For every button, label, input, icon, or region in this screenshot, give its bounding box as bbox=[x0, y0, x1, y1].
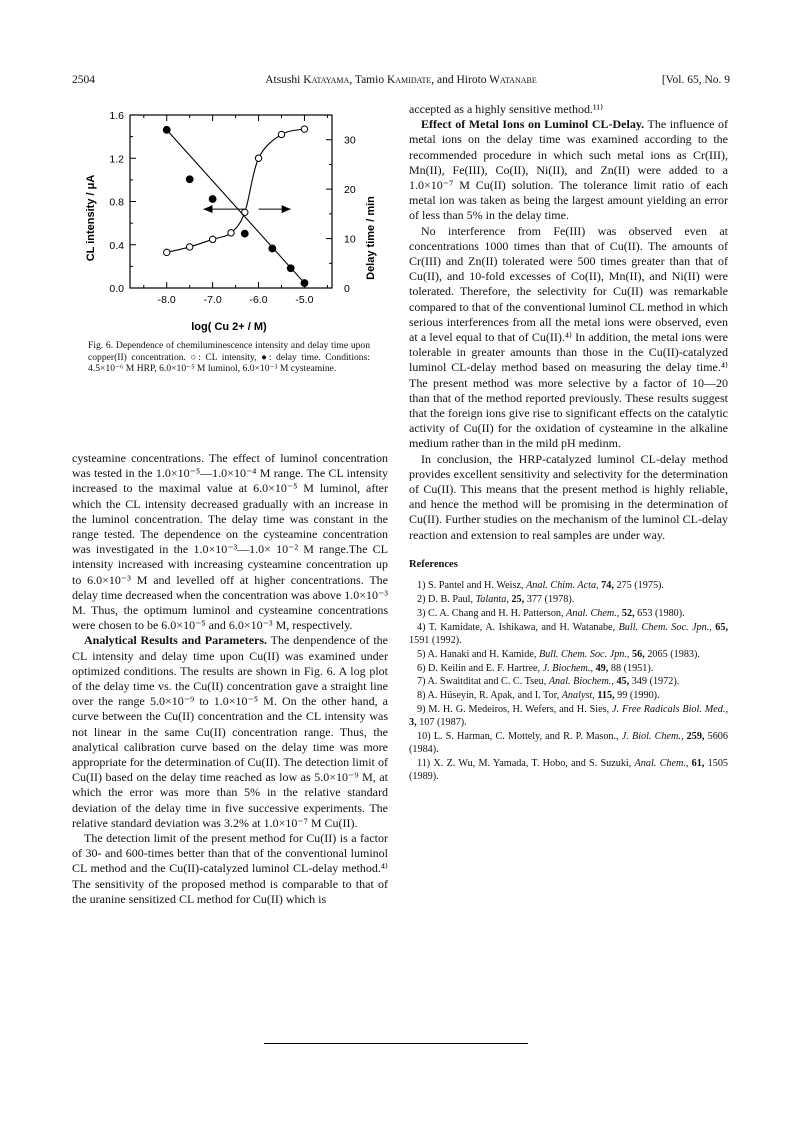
cl-intensity-point bbox=[255, 155, 261, 161]
end-rule bbox=[264, 1043, 528, 1044]
caption-text: Dependence of chemiluminescence intensity and delay time upon copper(II) concentration. ○: CL intensity, ●: delay time. Conditions: 4.5×10⁻⁶ M HRP, 6.0×10⁻⁵ M luminol, 6.0×10⁻³ M cysteamine. bbox=[88, 340, 371, 375]
paragraph-analytical-body: The denpendence of the CL intensity and delay time upon Cu(II) was examined under optimized conditions. The results are shown in Fig. 6. A log plot of the delay time vs. the Cu(II) concentration gave a straight line over the range 5.0×10⁻⁹ to 1.0×10⁻⁵ M. On the other hand, a curve between the Cu(II) concentration and the CL intensity was not linear in the same Cu(II) concentration range. Thus, the analytical calibration curve based on the delay time was more appropriate for the determination of Cu(II). The detection limit of Cu(II) based on the delay time reached as low as 5.0×10⁻⁹ M, at which the error was more than 5% in the relative standard deviation of the delay time in five successive experiments. The relative standard deviation was 3.2% at 1.0×10⁻⁷ M Cu(II). bbox=[72, 633, 388, 830]
running-header bbox=[72, 74, 730, 90]
arrow-left-head-icon bbox=[203, 205, 212, 213]
volume-info: [Vol. 65, No. 9 bbox=[661, 74, 730, 86]
reference-item: 5) A. Hanaki and H. Kamide, Bull. Chem. Soc. Jpn., 56, 2065 (1983). bbox=[417, 648, 700, 660]
reference-item: 9) M. H. G. Medeiros, H. Wefers, and H. Sies, J. Free Radicals Biol. Med., 3, 107 (1987). bbox=[409, 704, 728, 729]
left-column bbox=[72, 451, 388, 907]
reference-item: 7) A. Swaitditat and C. C. Tseu, Anal. Biochem., 45, 349 (1972). bbox=[417, 676, 680, 688]
paragraph-metal-ions-body: The influence of metal ions on the delay time was examined according to the recommended procedure in which such metal ions as Cr(III), Mn(II), Fe(III), Co(II), Ni(II), and Zn(II) were added to a 1.0×10⁻⁷ M Cu(II) solution. The tolerance limit ratio of each metal ion was taken as being the largest amount yielding an error of less than 5% in the delay time. bbox=[409, 117, 729, 223]
delay-time-point bbox=[163, 126, 170, 133]
y-right-tick-label: 0 bbox=[344, 283, 350, 295]
y-right-tick-label: 30 bbox=[344, 134, 356, 147]
paragraph-interference: No interference from Fe(III) was observed even at concentrations 1000 times than that of Cu(II). The amounts of Cr(III) and Zn(II) tolerated were 500 times greater than that of Cu(II), and 10-fold excesses of Co(II), Mn(II), and Ni(II) were tolerated. Therefore, the selectivity for Cu(II) was remarkable compared to that of the conventional luminol CL method in which serious interferences from all the metal ions were observed, even at a level equal to that of Cu(II).⁴⁾ In addition, the metal ions were tolerable in greater amounts than those in the Cu(II)-catalyzed luminol CL-delay method based on measuring the delay time.⁴⁾ The present method was more selective by a factor of 10—20 than that of the method reported previously. These results suggest that the foreign ions give rise to significant effects on the catalytic activity of Cu(II) for the oxidation of cysteamine in the alkaline medium rather than in the mild pH medinm. bbox=[409, 223, 728, 451]
reference-item: 6) D. Keilin and E. F. Hartree, J. Biochem., 49, 88 (1951). bbox=[417, 662, 654, 674]
delay-time-point bbox=[186, 176, 193, 183]
reference-item: 11) X. Z. Wu, M. Yamada, T. Hobo, and S. Suzuki, Anal. Chem., 61, 1505 (1989). bbox=[409, 757, 729, 782]
cl-intensity-point bbox=[164, 249, 170, 255]
section-heading-analytical: Analytical Results and Parameters. bbox=[84, 633, 268, 648]
x-tick-label: -7.0 bbox=[203, 294, 222, 306]
cl-intensity-curve bbox=[167, 129, 305, 252]
y-left-tick-label: 0.4 bbox=[109, 239, 124, 252]
cl-intensity-point bbox=[278, 131, 284, 137]
author-line: Atsushi Katayama, Tamio Kamidate, and Hiroto Watanabe bbox=[265, 74, 537, 86]
references-list bbox=[409, 580, 728, 784]
cl-intensity-point bbox=[301, 126, 307, 132]
paragraph-continuation: accepted as a highly sensitive method.¹¹⁾ bbox=[409, 102, 604, 116]
delay-time-point bbox=[269, 245, 276, 252]
reference-item: 1) S. Pantel and H. Weisz, Anal. Chim. Acta, 74, 275 (1975). bbox=[417, 580, 664, 592]
reference-item: 8) A. Hüseyin, R. Apak, and I. Tor, Analyst, 115, 99 (1990). bbox=[417, 690, 660, 702]
figure-caption bbox=[88, 340, 370, 375]
y-left-tick-label: 1.2 bbox=[109, 153, 124, 166]
cl-intensity-point bbox=[209, 236, 215, 242]
reference-item: 10) L. S. Harman, C. Mottely, and R. P. Mason., J. Biol. Chem., 259, 5606 (1984). bbox=[409, 731, 728, 755]
reference-item: 3) C. A. Chang and H. H. Patterson, Anal. Chem., 52, 653 (1980). bbox=[417, 607, 685, 619]
y-left-tick-label: 0.0 bbox=[109, 283, 124, 295]
reference-item: 2) D. B. Paul, Talanta, 25, 377 (1978). bbox=[417, 594, 575, 605]
x-axis-label: log( Cu 2+ / M) bbox=[191, 321, 267, 333]
y-right-tick-label: 10 bbox=[344, 233, 356, 246]
delay-time-point bbox=[301, 280, 308, 287]
y-left-axis-label: CL intensity / μA bbox=[85, 174, 97, 262]
reference-item: 4) T. Kamidate, A. Ishikawa, and H. Watanabe, Bull. Chem. Soc. Jpn., 65, 1591 (1992). bbox=[409, 621, 728, 646]
paragraph-metal-ions bbox=[409, 117, 728, 223]
paragraph-conclusion: In conclusion, the HRP-catalyzed luminol CL-delay method provides excellent sensitivity and selectivity for the determination of Cu(II). This means that the present method is highly reliable, and hence the method will be promising in the determination of Cu(II). Further studies on the mechanism of the luminol CL-delay reaction and extension to real samples are under way. bbox=[409, 451, 728, 542]
caption-label: Fig. 6. bbox=[88, 340, 114, 351]
section-heading-metal-ions: Effect of Metal Ions on Luminol CL-Delay. bbox=[421, 117, 645, 132]
right-column bbox=[409, 102, 728, 785]
fig6-chart bbox=[72, 100, 402, 340]
x-tick-label: -8.0 bbox=[157, 294, 176, 306]
x-tick-label: -5.0 bbox=[295, 294, 314, 306]
figure-6 bbox=[72, 100, 402, 340]
paragraph-analytical-results bbox=[72, 633, 388, 831]
y-right-tick-label: 20 bbox=[344, 184, 356, 197]
cl-intensity-point bbox=[228, 230, 234, 236]
x-tick-label: -6.0 bbox=[249, 294, 268, 306]
y-left-tick-label: 1.6 bbox=[109, 110, 124, 122]
y-left-tick-label: 0.8 bbox=[109, 196, 124, 209]
delay-time-point bbox=[287, 265, 294, 272]
arrow-right-head-icon bbox=[282, 205, 291, 213]
delay-time-point bbox=[209, 196, 216, 203]
paragraph-optimization: cysteamine concentrations. The effect of luminol concentration was tested in the 1.0×10⁻⁵—1.0×10⁻⁴ M range. The CL intensity increased to the maximal value at 6.0×10⁻⁵ M luminol, after which the CL intensity decreased gradually with an increase in the luminol concentration. The delay time was constant in the range tested. The dependence on the cysteamine concentration was investigated in the 1.0×10⁻³—1.0× 10⁻² M range.The CL intensity increased with increasing cysteamine concentration up to 6.0×10⁻³ M and levelled off at higher concentrations. The delay time decreased when the concentration was above 1.0×10⁻³ M. Thus, the optimum luminol and cysteamine concentrations were chosen to be 6.0×10⁻⁵ and 6.0×10⁻³ M, respectively. bbox=[72, 451, 388, 633]
paragraph-detection-limit: The detection limit of the present method for Cu(II) is a factor of 30- and 600-times better than that of the conventional luminol CL method and the Cu(II)-catalyzed luminol CL-delay method.⁴⁾ The sensitivity of the proposed method is comparable to that of the uranine sensitized CL method for Cu(II) which is bbox=[72, 831, 388, 906]
delay-time-point bbox=[241, 230, 248, 237]
references-heading: References bbox=[409, 558, 458, 570]
cl-intensity-point bbox=[186, 244, 192, 250]
y-right-axis-label: Delay time / min bbox=[365, 196, 377, 280]
page-number: 2504 bbox=[72, 74, 95, 86]
